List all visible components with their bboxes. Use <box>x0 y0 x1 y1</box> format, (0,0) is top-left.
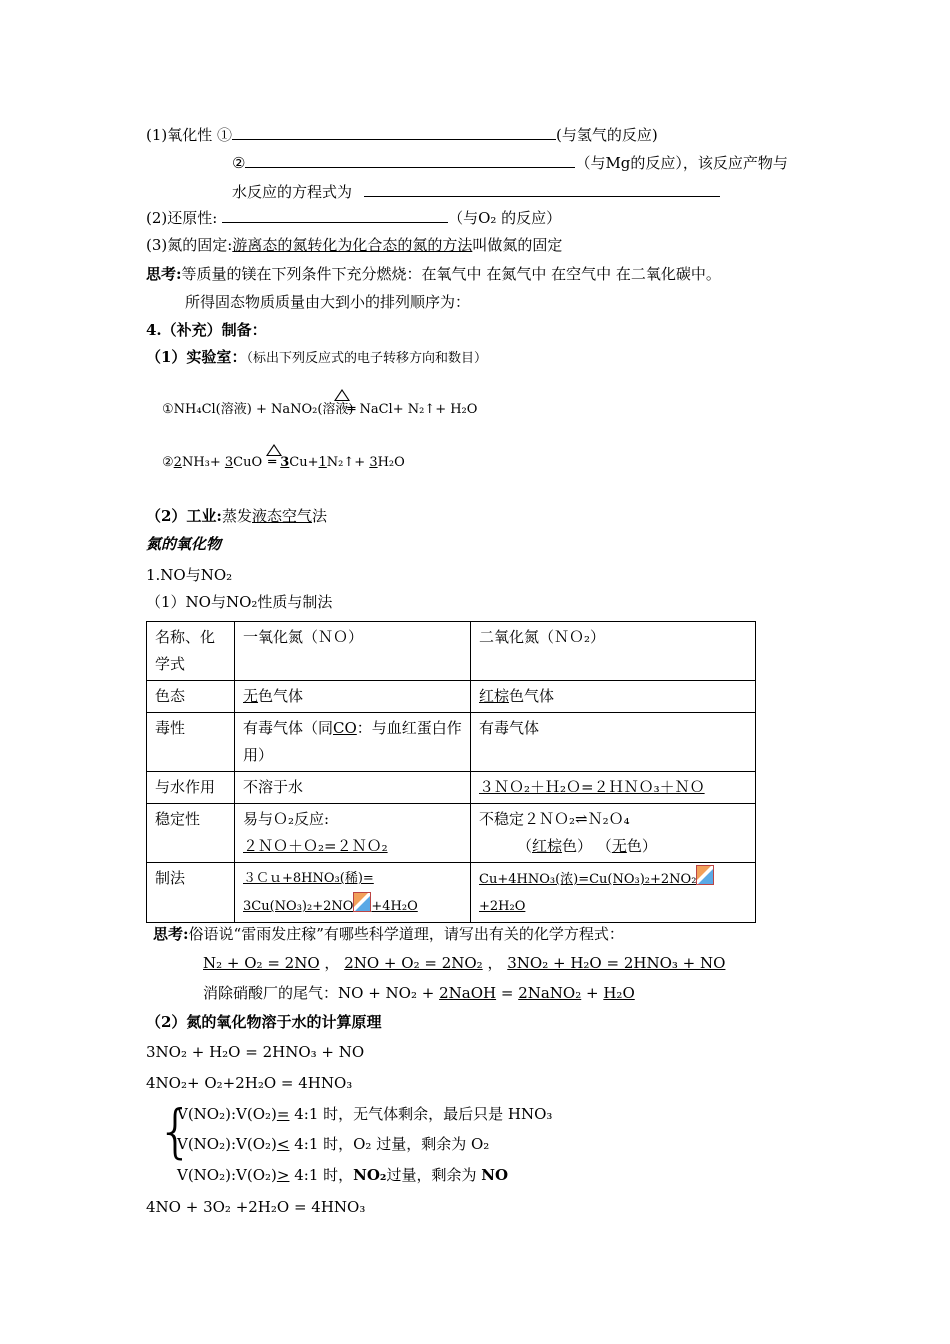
hint-text: （与Mg的反应），该反应产物与 <box>575 154 788 172</box>
calc-eq-2: 4NO₂+ O₂+2H₂O = 4HNO₃ <box>146 1074 353 1092</box>
ratio-less: V(NO₂):V(O₂)< 4:1 时，O₂ 过量，剩余为 O₂ <box>177 1135 490 1153</box>
table-row: 与水作用 不溶于水 ３ＮＯ₂＋Ｈ₂Ｏ=２ＨＮＯ₃＋ＮＯ <box>147 772 756 804</box>
calc-eq-1: 3NO₂ + H₂O = 2HNO₃ + NO <box>146 1043 365 1061</box>
table-row: 制法 ３Ｃｕ+8HNO₃(稀)= 3Cu(NO₃)₂+2NO +4H₂O Cu+4HNO₃(浓)=Cu(NO₃)₂+2NO₂+2H₂O <box>147 863 756 923</box>
heat-triangle-icon <box>266 444 282 456</box>
table-row: 色态 无色气体 红棕色气体 <box>147 681 756 713</box>
fixation-line: (3)氮的固定:游离态的氮转化为化合态的氮的方法叫做氮的固定 <box>146 236 563 254</box>
answer-blank[interactable] <box>232 124 556 140</box>
answer-blank[interactable] <box>364 181 720 197</box>
reducing-line: (2)还原性: （与O₂ 的反应） <box>146 209 562 227</box>
calc-heading: （2）氮的氧化物溶于水的计算原理 <box>146 1013 382 1031</box>
no-no2-table <box>146 621 756 923</box>
no-no2-heading: 1.NO与NO₂ <box>146 566 233 584</box>
equation-2: ②2NH₃+ 3CuO ═ 3Cu+1N₂↑+ 3H₂O <box>162 453 405 473</box>
think-question-1b: 所得固态物质质量由大到小的排列顺序为： <box>185 293 471 311</box>
oxidizing-label: (1)氧化性 ① <box>146 126 233 144</box>
embedded-image-icon <box>696 865 714 885</box>
ratio-equal: V(NO₂):V(O₂)= 4:1 时，无气体剩余，最后只是 HNO₃ <box>177 1105 553 1123</box>
industry-line: （2）工业:蒸发液态空气法 <box>146 507 328 525</box>
tail-gas-equation: 消除硝酸厂的尾气：NO + NO₂ + 2NaOH = 2NaNO₂ + H₂O <box>203 984 635 1002</box>
heat-triangle-icon <box>334 389 350 401</box>
answer-blank[interactable] <box>245 152 575 168</box>
equation-1: ①NH₄Cl(溶液) + NaNO₂(溶液)═ NaCl+ N₂↑+ H₂O <box>162 400 477 420</box>
hint-text: （与O₂ 的反应） <box>448 209 562 227</box>
embedded-image-icon <box>353 892 371 912</box>
oxidizing-line-1 <box>146 124 658 145</box>
table-row: 毒性 有毒气体（同CO：与血红蛋白作用） 有毒气体 <box>147 713 756 772</box>
thunder-equations: N₂ + O₂ = 2NO ， 2NO + O₂ = 2NO₂ ， 3NO₂ + H₂O = 2HNO₃ + NO <box>203 954 726 972</box>
think-question-2: 思考:俗语说“雷雨发庄稼”有哪些科学道理，请写出有关的化学方程式： <box>153 925 624 943</box>
think-question-1: 思考:等质量的镁在下列条件下充分燃烧：在氧气中 在氮气中 在空气中 在二氧化碳中。 <box>146 265 721 283</box>
lab-heading: （1）实验室：（标出下列反应式的电子转移方向和数目） <box>146 348 487 366</box>
hint-text: (与氢气的反应) <box>556 126 658 144</box>
table-caption: （1）NO与NO₂性质与制法 <box>146 593 333 611</box>
section-4-heading: 4.（补充）制备： <box>146 321 267 339</box>
calc-eq-3: 4NO + 3O₂ +2H₂O = 4HNO₃ <box>146 1198 366 1216</box>
table-row: 名称、化学式 一氧化氮（ＮＯ） 二氧化氮（ＮＯ₂） <box>147 622 756 681</box>
oxides-heading: 氮的氧化物 <box>146 535 222 553</box>
table-row: 稳定性 易与Ｏ₂反应: ２ＮＯ＋Ｏ₂=２ＮＯ₂ 不稳定２ＮＯ₂⇌Ｎ₂Ｏ₄ （红棕色） （无色） <box>147 804 756 863</box>
oxidizing-line-3: 水反应的方程式为 <box>232 181 720 202</box>
answer-blank[interactable] <box>222 207 448 223</box>
oxidizing-line-2: ② （与Mg的反应），该反应产物与 <box>232 154 788 172</box>
ratio-greater: V(NO₂):V(O₂)> 4:1 时，NO₂过量，剩余为 NO <box>177 1166 509 1184</box>
brace-icon: { <box>157 1097 194 1165</box>
